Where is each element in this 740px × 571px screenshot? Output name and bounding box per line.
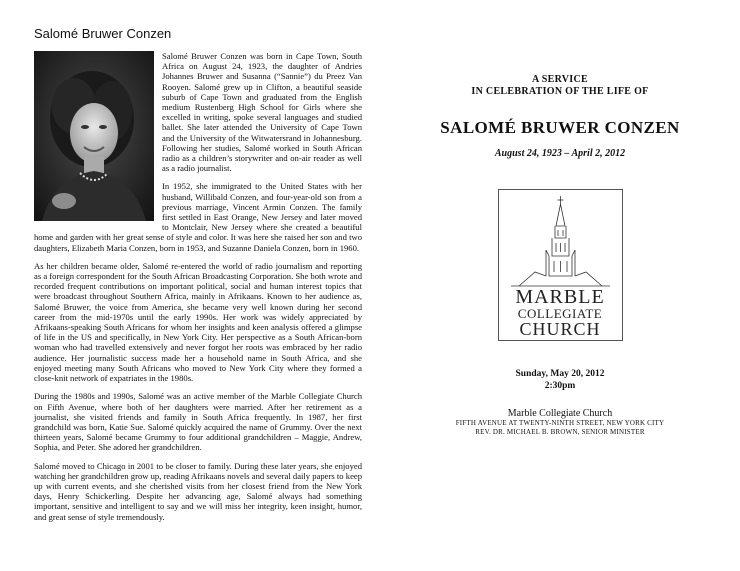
obituary-paragraph-4: During the 1980s and 1990s, Salomé was an active member of the Marble Collegiate Church on Fifth Avenue, where both of her daughters were married. After her retirement as a journalist, she visited friends and family in South Africa frequently. In 1987, her first grandchild was born, Katie Sue. Salomé quickly acquired the name of Grummy. Over the next thirteen years, Salomé became Grummy to four additional grandchildren – Maggie, Andrew, Sophia, and Peter. She adored her grandchildren. [34, 391, 362, 453]
obituary-paragraph-3: As her children became older, Salomé re-entered the world of radio journalism and reporting as a foreign correspondent for the South African Broadcasting Corporation. She both wrote and recorded frequent contributions on important political, social and human interest topics that were broadcast throughout Southern Africa, mainly in Afrikaans. Known to her audience as, Salomé Bruwer, the voice from America, she became very well known during her second career from the mid-1970s until the early 1990s. Her work was widely appreciated by Afrikaans-speaking South Africans for whom her insights and keen analysis offered a glimpse of life in the US and specifically, in New York City. Her perspective as a South African-born woman who had travelled extensively and never forgot her roots was embraced by her radio audience. Her journalistic success made her a household name in South Africa, and she enjoyed meeting many South Africans who moved to New York City where they formed a close-knit network of expatriates in the 1980s. [34, 260, 362, 384]
obituary-paragraph-5: Salomé moved to Chicago in 2001 to be closer to family. During these later years, she enjoyed watching her grandchildren grow up, reading Afrikaans novels and several daily papers to keep up with current events, and she cherished visits from her closest friend from the New York days, Henry Schickerling. Despite her advancing age, Salomé always had something important, sensitive and intelligent to say and we will miss her integrity, keen insight, humor, and great sense of style tremendously. [34, 460, 362, 522]
obituary-paragraph-2: In 1952, she immigrated to the United States with her husband, Willibald Conzen, and four-year-old son from a previous marriage, Vincent Armin Conzen. The family first settled in East Orange, New Jersey and later moved to Montclair, New Jersey where she created a beautiful home and garden with her great sense of style and color. It was here she raised her son and two daughters, Elizabeth Maria Conzen, born in 1953, and Suzanne Daniela Conzen, born in 1960. [34, 181, 362, 253]
service-date: Sunday, May 20, 2012 [515, 369, 605, 379]
obituary-title: Salomé Bruwer Conzen [34, 26, 172, 41]
church-logo [498, 189, 623, 341]
logo-text-church: CHURCH [519, 319, 601, 339]
service-heading-line1: A SERVICE [532, 74, 588, 85]
portrait-image [34, 51, 154, 221]
senior-minister: REV. DR. MICHAEL B. BROWN, SENIOR MINISTER [475, 428, 645, 436]
obituary-paragraph-1: Salomé Bruwer Conzen was born in Cape Town, South Africa on August 24, 1923, the daughter of Andries Johannes Bruwer and Susanna (“Sannie”) du Preez Van Rooyen. Salomé grew up in Clifton, a beautiful seaside suburb of Cape Town and graduated from the English medium Rustenberg High School for Girls where she excelled in writing, spoke several languages and studied ballet. She later attended the University of Cape Town and the University of the Witwatersrand in Johannesburg. Following her studies, Salomé worked in South African radio as a children’s storywriter and on-air reader as well as a radio journalist. [162, 51, 362, 174]
program-cover [410, 74, 710, 437]
service-heading-line2: IN CELEBRATION OF THE LIFE OF [471, 86, 649, 97]
church-address: FIFTH AVENUE AT TWENTY-NINTH STREET, NEW YORK CITY [455, 419, 665, 427]
logo-text-marble: MARBLE [515, 286, 605, 308]
church-steeple-icon [499, 190, 622, 290]
service-time: 2:30pm [544, 381, 576, 391]
logo-text-collegiate: COLLEGIATE [517, 306, 603, 321]
portrait-photo [34, 51, 154, 221]
church-name: Marble Collegiate Church [507, 408, 613, 419]
life-dates: August 24, 1923 – April 2, 2012 [494, 148, 626, 159]
obituary-column [34, 26, 362, 530]
deceased-name: SALOMÉ BRUWER CONZEN [440, 118, 680, 137]
